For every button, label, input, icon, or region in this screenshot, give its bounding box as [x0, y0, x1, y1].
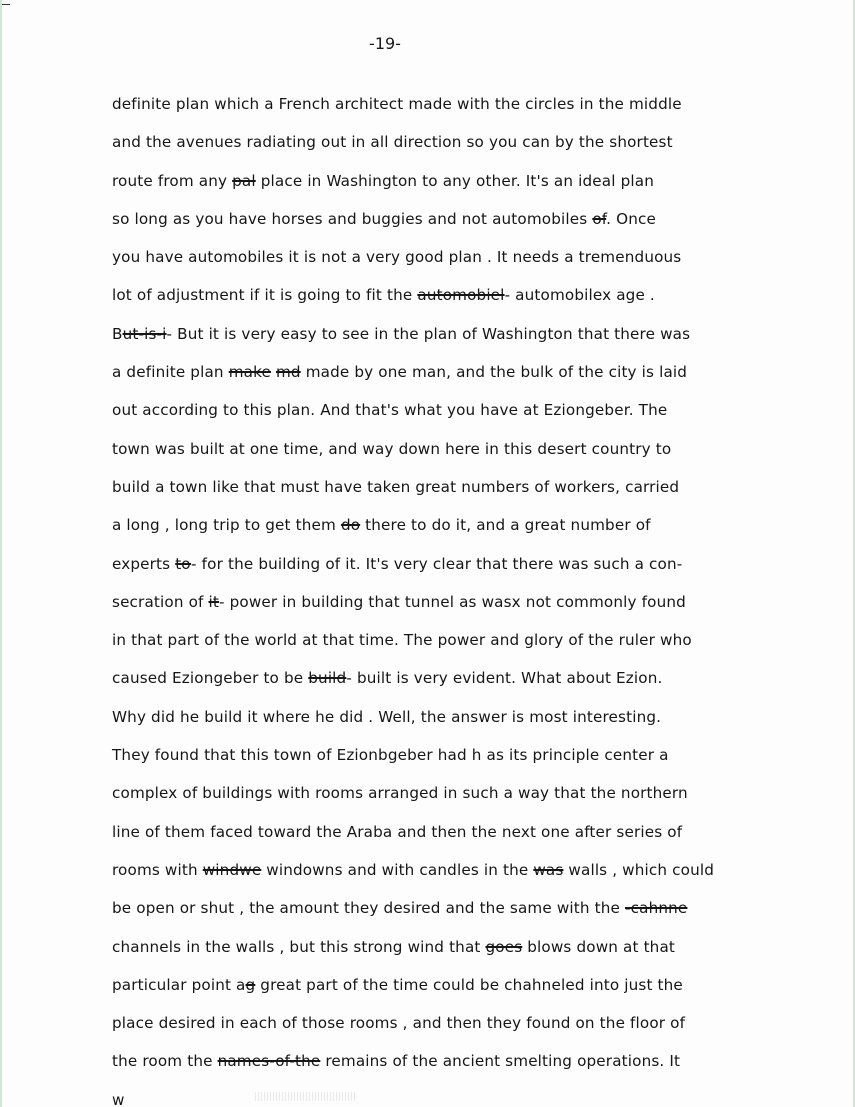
- line-text: - built is very evident. What about Ezion.: [346, 669, 663, 688]
- text-line: [112, 818, 842, 856]
- struck-text: goes: [485, 937, 523, 956]
- scan-smudge: [255, 1092, 355, 1101]
- line-text: made by one man, and the bulk of the city is laid: [300, 363, 688, 382]
- text-line: [112, 971, 842, 1009]
- line-text: caused Eziongeber to be: [112, 669, 309, 688]
- text-line: [112, 473, 842, 511]
- struck-text: windwe: [202, 860, 262, 879]
- text-line: [112, 128, 842, 166]
- line-text: walls , which could: [563, 860, 715, 879]
- text-line: [112, 664, 842, 702]
- struck-text: g: [245, 975, 256, 994]
- text-line: [112, 396, 842, 434]
- line-text: w: [112, 1090, 125, 1107]
- struck-text: pal: [232, 171, 256, 190]
- text-line: [112, 779, 842, 817]
- text-line: [112, 167, 842, 205]
- line-text: rooms with: [112, 860, 203, 879]
- line-text: channels in the walls , but this strong wind that: [112, 937, 486, 956]
- line-text: town was built at one time, and way down here in this desert country to: [112, 439, 672, 458]
- line-text: there to do it, and a great number of: [360, 516, 651, 535]
- scan-corner-mark: [2, 4, 10, 5]
- line-text: you have automobiles it is not a very good plan . It needs a tremenduous: [112, 248, 682, 267]
- struck-text: automobiel: [417, 286, 505, 305]
- struck-text: -cahnne: [625, 899, 688, 918]
- line-text: and the avenues radiating out in all direction so you can by the shortest: [112, 133, 673, 152]
- line-text: build a town like that must have taken great numbers of workers, carried: [112, 477, 680, 496]
- text-line: [112, 856, 842, 894]
- struck-text: ut-is-i: [122, 324, 167, 343]
- line-text: a definite plan: [112, 363, 229, 382]
- line-text: great part of the time could be chahneled into just the: [255, 975, 683, 994]
- text-line: [112, 511, 842, 549]
- line-text: lot of adjustment if it is going to fit the: [112, 286, 418, 305]
- text-line: [112, 243, 842, 281]
- line-text: - for the building of it. It's very clear that there was such a con-: [191, 554, 683, 573]
- text-line: [112, 1009, 842, 1047]
- line-text: . Once: [606, 209, 656, 228]
- text-line: [112, 320, 842, 358]
- line-text: line of them faced toward the Araba and then the next one after series of: [112, 822, 683, 841]
- struck-text: to: [175, 554, 192, 573]
- line-text: in that part of the world at that time. The power and glory of the ruler who: [112, 631, 692, 650]
- line-text: remains of the ancient smelting operations. It: [320, 1052, 681, 1071]
- text-line: [112, 1086, 842, 1107]
- text-line: [112, 90, 842, 128]
- struck-text: it: [208, 592, 219, 611]
- line-text: experts: [112, 554, 176, 573]
- typed-body-text: [112, 90, 842, 1107]
- text-line: [112, 1047, 842, 1085]
- struck-text: md: [275, 363, 301, 382]
- struck-text: do: [340, 516, 361, 535]
- line-text: definite plan which a French architect made with the circles in the middle: [112, 95, 682, 113]
- text-line: [112, 550, 842, 588]
- line-text: B: [112, 324, 123, 343]
- line-text: blows down at that: [522, 937, 676, 956]
- line-text: - automobilex age .: [504, 286, 655, 305]
- text-line: [112, 281, 842, 319]
- line-text: - But it is very easy to see in the plan of Washington that there was: [166, 324, 691, 343]
- line-text: place in Washington to any other. It's an ideal plan: [255, 171, 654, 190]
- text-line: [112, 588, 842, 626]
- text-line: [112, 205, 842, 243]
- text-line: [112, 435, 842, 473]
- line-text: They found that this town of Ezionbgeber had h as its principle center a: [112, 746, 669, 765]
- line-text: particular point a: [112, 975, 246, 994]
- line-text: so long as you have horses and buggies and not automobiles: [112, 209, 593, 228]
- line-text: out according to this plan. And that's what you have at Eziongeber. The: [112, 401, 668, 420]
- page-number: -19-: [369, 34, 401, 53]
- line-text: place desired in each of those rooms , and then they found on the floor of: [112, 1014, 686, 1033]
- struck-text: names-of-the: [217, 1052, 321, 1071]
- line-text: the room the: [112, 1052, 218, 1071]
- scan-edge-left: [0, 0, 2, 1107]
- line-text: Why did he build it where he did . Well, the answer is most interesting.: [112, 707, 662, 726]
- line-text: windowns and with candles in the: [261, 860, 534, 879]
- text-line: [112, 741, 842, 779]
- line-text: - power in building that tunnel as wasx not commonly found: [218, 592, 686, 611]
- line-text: a long , long trip to get them: [112, 516, 341, 535]
- struck-text: build: [308, 669, 347, 688]
- text-line: [112, 894, 842, 932]
- struck-text: of: [592, 209, 607, 228]
- text-line: [112, 933, 842, 971]
- text-line: [112, 358, 842, 396]
- line-text: secration of: [112, 592, 209, 611]
- text-line: [112, 703, 842, 741]
- line-text: complex of buildings with rooms arranged in such a way that the northern: [112, 784, 688, 803]
- line-text: be open or shut , the amount they desired and the same with the: [112, 899, 626, 918]
- text-line: [112, 626, 842, 664]
- line-text: route from any: [112, 171, 233, 190]
- struck-text: was: [533, 860, 564, 879]
- struck-text: make: [228, 363, 271, 382]
